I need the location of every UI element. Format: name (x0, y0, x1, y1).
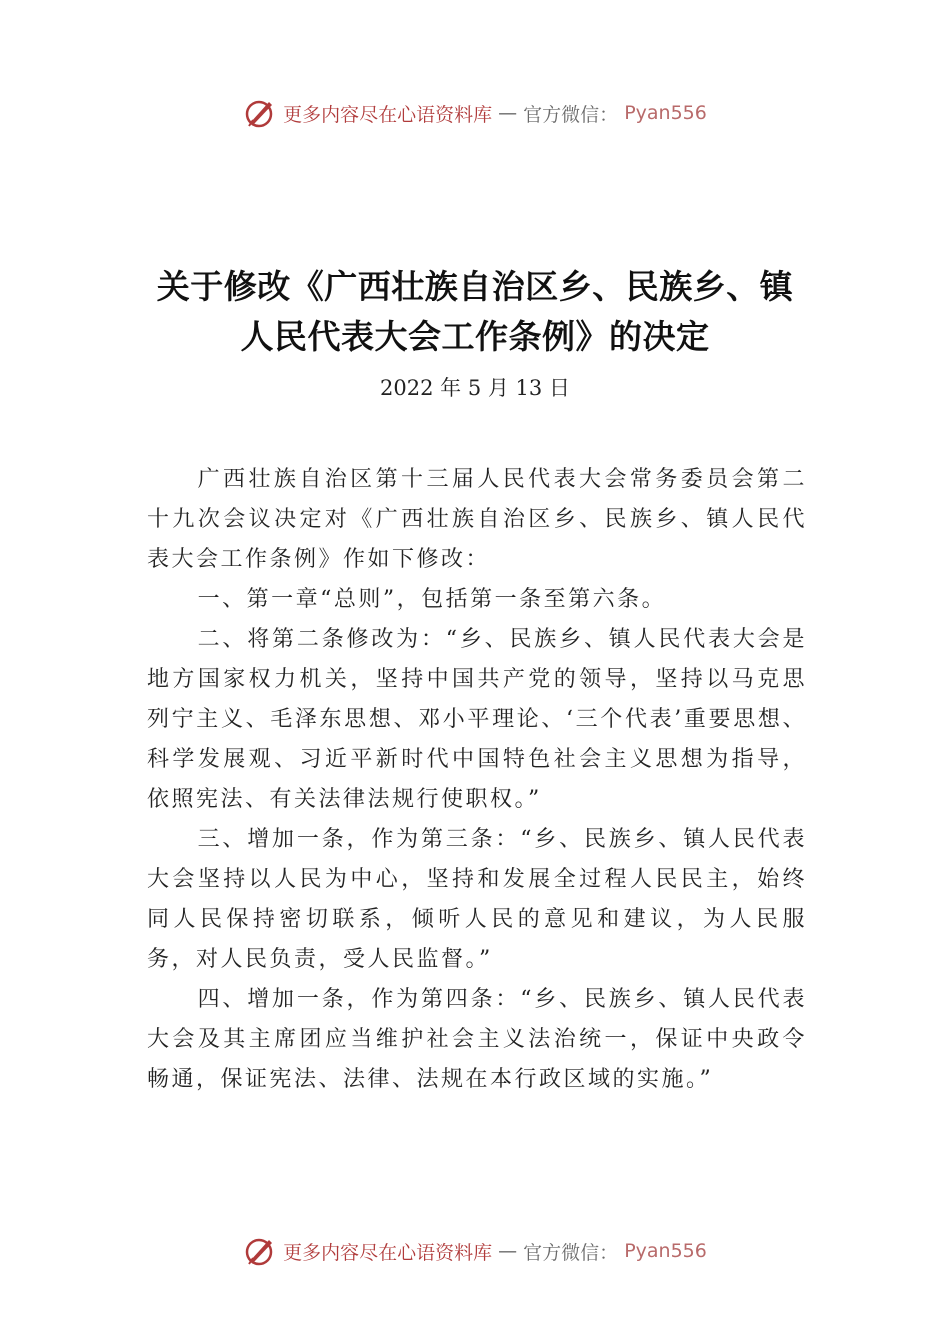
document-body (147, 460, 807, 1100)
wechat-id: Pyan556 (624, 1240, 707, 1262)
header-watermark (0, 93, 950, 133)
paragraph-intro: 广西壮族自治区第十三届人民代表大会常务委员会第二十九次会议决定对《广西壮族自治区乡、民族乡、镇人民代表大会工作条例》作如下修改： (147, 467, 807, 572)
document-title (100, 262, 850, 362)
quill-pen-icon (243, 96, 277, 130)
watermark-separator: — (498, 102, 518, 124)
paragraph-item-4: 四、增加一条，作为第四条：“乡、民族乡、镇人民代表大会及其主席团应当维护社会主义法治统一，保证中央政令畅通，保证宪法、法律、法规在本行政区域的实施。” (147, 987, 807, 1092)
paragraph-item-3: 三、增加一条，作为第三条：“乡、民族乡、镇人民代表大会坚持以人民为中心，坚持和发展全过程人民民主，始终同人民保持密切联系，倾听人民的意见和建议，为人民服务，对人民负责，受人民监督。” (147, 827, 807, 972)
paragraph-item-1: 一、第一章“总则”，包括第一条至第六条。 (197, 587, 667, 612)
wechat-label: 官方微信： (523, 103, 619, 126)
wechat-id: Pyan556 (624, 102, 707, 124)
watermark-separator: — (498, 1240, 518, 1262)
document-date: 2022 年 5 月 13 日 (380, 376, 570, 400)
quill-pen-icon (243, 1234, 277, 1268)
watermark-text: 更多内容尽在心语资料库 (283, 1241, 493, 1264)
wechat-label: 官方微信： (523, 1241, 619, 1264)
title-line-2: 人民代表大会工作条例》的决定 (240, 317, 710, 356)
watermark-text: 更多内容尽在心语资料库 (283, 103, 493, 126)
paragraph-item-2: 二、将第二条修改为：“乡、民族乡、镇人民代表大会是地方国家权力机关，坚持中国共产党的领导，坚持以马克思列宁主义、毛泽东思想、邓小平理论、‘三个代表’重要思想、科学发展观、习近平新时代中国特色社会主义思想为指导，依照宪法、有关法律法规行使职权。” (147, 627, 807, 812)
footer-watermark (0, 1231, 950, 1271)
title-line-1: 关于修改《广西壮族自治区乡、民族乡、镇 (156, 267, 794, 306)
